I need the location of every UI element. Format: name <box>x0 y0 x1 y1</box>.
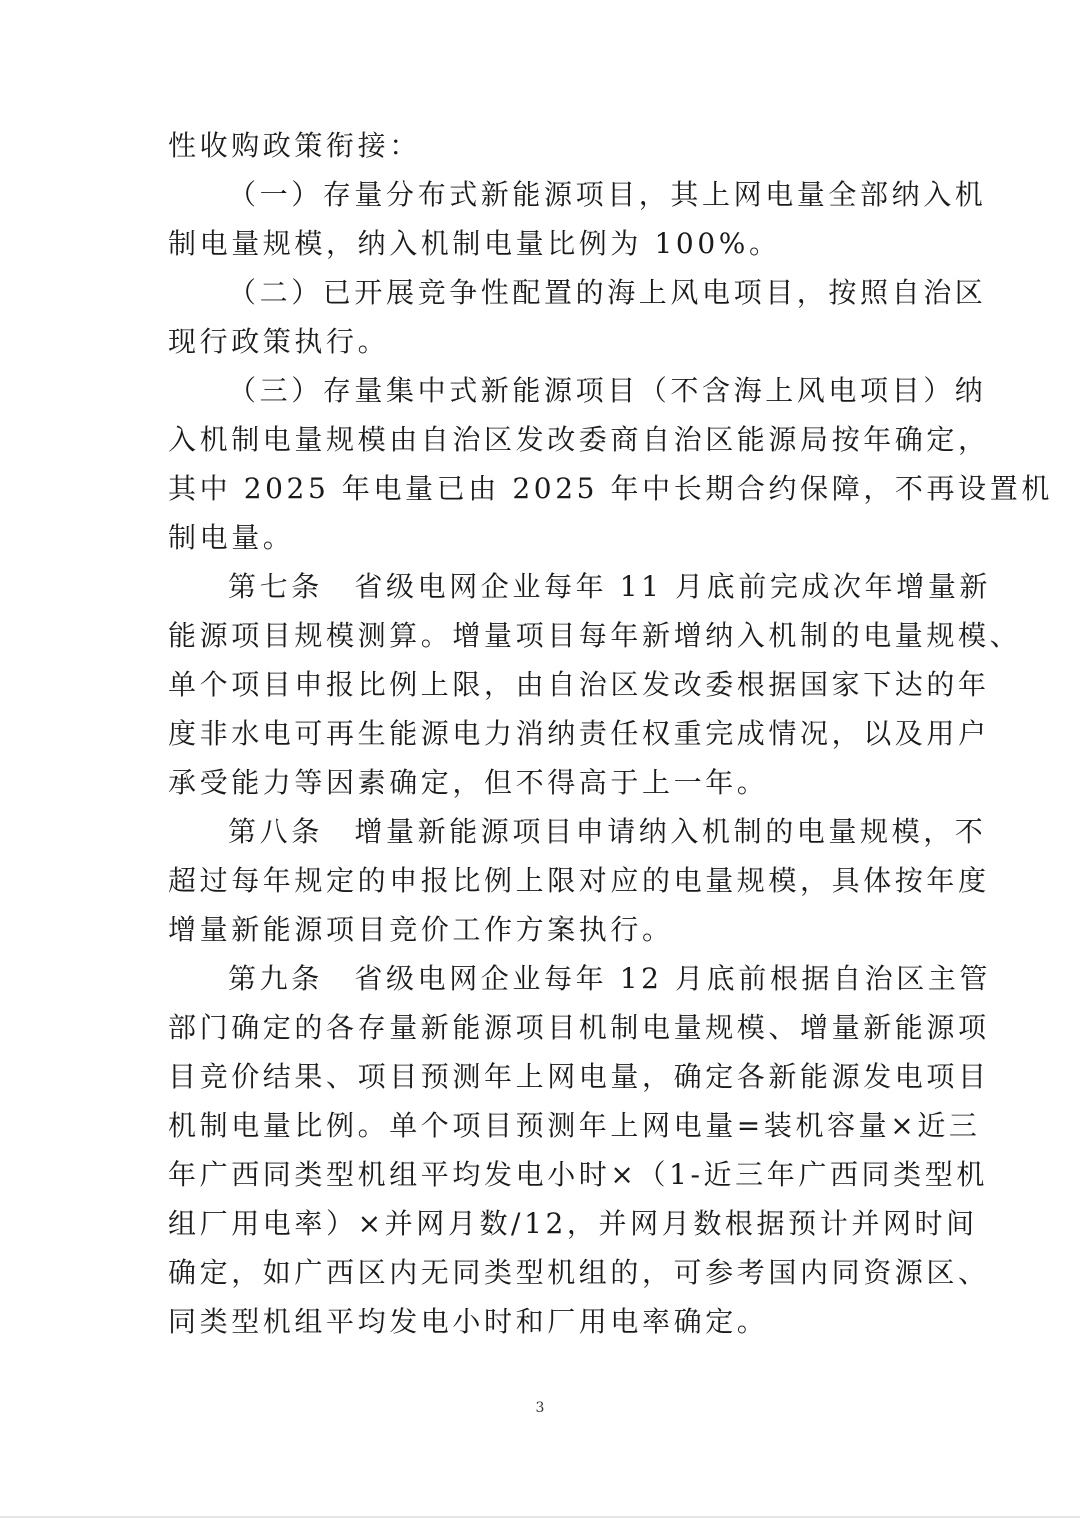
text-line: 度非水电可再生能源电力消纳责任权重完成情况，以及用户 <box>168 717 990 750</box>
text-line: 确定，如广西区内无同类型机组的，可参考国内同资源区、 <box>168 1256 990 1289</box>
text-line: 第七条 省级电网企业每年 11 月底前完成次年增量新 <box>228 570 992 603</box>
text-line: 性收购政策衔接： <box>168 129 421 162</box>
text-line: 机制电量比例。单个项目预测年上网电量=装机容量×近三 <box>168 1109 981 1142</box>
text-line: 第八条 增量新能源项目申请纳入机制的电量规模，不 <box>228 815 987 848</box>
text-line: 入机制电量规模由自治区发改委商自治区能源局按年确定， <box>168 423 990 456</box>
text-line: 制电量规模，纳入机制电量比例为 100%。 <box>168 227 781 260</box>
text-line: 能源项目规模测算。增量项目每年新增纳入机制的电量规模、 <box>168 619 1022 652</box>
text-line: 部门确定的各存量新能源项目机制电量规模、增量新能源项 <box>168 1011 990 1044</box>
text-line: 第九条 省级电网企业每年 12 月底前根据自治区主管 <box>228 962 992 995</box>
text-line: 超过每年规定的申报比例上限对应的电量规模，具体按年度 <box>168 864 990 897</box>
text-line: 制电量。 <box>168 521 295 554</box>
page-number: 3 <box>535 1400 545 1416</box>
text-line: 目竞价结果、项目预测年上网电量，确定各新能源发电项目 <box>168 1060 990 1093</box>
text-line: 现行政策执行。 <box>168 325 390 358</box>
text-line: （二）已开展竞争性配置的海上风电项目，按照自治区 <box>228 276 987 309</box>
text-line: 年广西同类型机组平均发电小时×（1-近三年广西同类型机 <box>168 1158 988 1191</box>
text-line: 承受能力等因素确定，但不得高于上一年。 <box>168 766 769 799</box>
text-line: 增量新能源项目竞价工作方案执行。 <box>168 913 674 946</box>
text-line: 同类型机组平均发电小时和厂用电率确定。 <box>168 1305 769 1338</box>
text-line: （三）存量集中式新能源项目（不含海上风电项目）纳 <box>228 374 987 407</box>
text-line: 单个项目申报比例上限，由自治区发改委根据国家下达的年 <box>168 668 990 701</box>
text-line: （一）存量分布式新能源项目，其上网电量全部纳入机 <box>228 178 987 211</box>
text-line: 其中 2025 年电量已由 2025 年中长期合约保障，不再设置机 <box>168 472 1053 505</box>
text-line: 组厂用电率）×并网月数/12，并网月数根据预计并网时间 <box>168 1207 978 1240</box>
page-bottom-edge <box>0 1516 1080 1518</box>
